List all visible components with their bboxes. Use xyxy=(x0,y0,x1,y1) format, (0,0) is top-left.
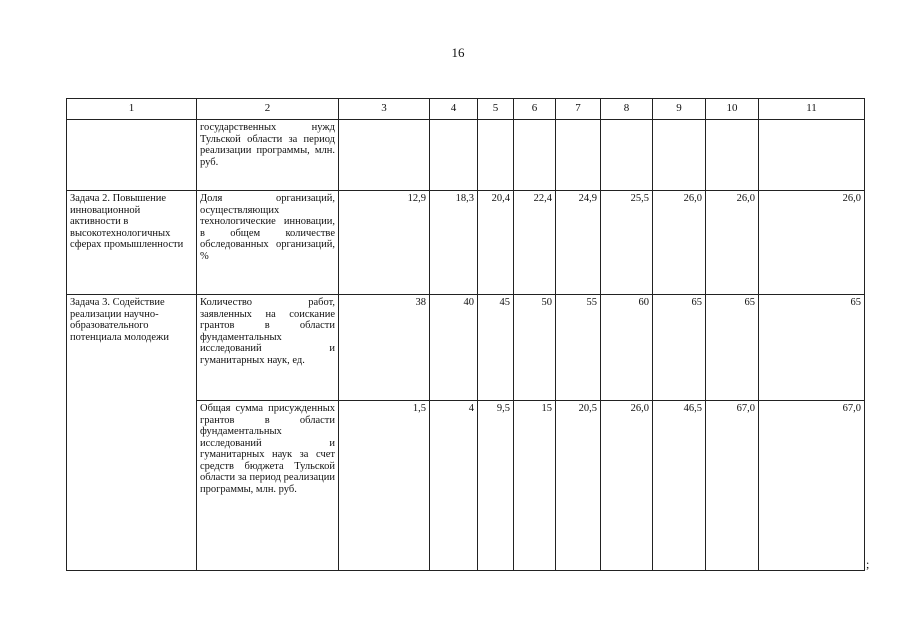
value-cell: 12,9 xyxy=(339,191,430,295)
value-cell: 45 xyxy=(478,295,514,401)
value-cell xyxy=(706,120,759,191)
value-cell: 1,5 xyxy=(339,401,430,571)
table-row xyxy=(67,120,865,191)
indicator-cell: Общая сумма присужденных грантов в области фундаментальных исследований и гуманитарных наук за счет средств бюджета Тульской области за период реализации программы, млн. руб. xyxy=(197,401,339,571)
value-cell: 38 xyxy=(339,295,430,401)
column-header: 6 xyxy=(514,99,556,120)
indicator-cell: Доля организаций, осуществляющих технологические инновации, в общем количестве обследованных организаций, % xyxy=(197,191,339,295)
value-cell: 9,5 xyxy=(478,401,514,571)
value-cell: 55 xyxy=(556,295,601,401)
indicator-cell: Количество работ, заявленных на соискание грантов в области фундаментальных исследований и гуманитарных наук, ед. xyxy=(197,295,339,401)
value-cell xyxy=(759,120,865,191)
value-cell: 15 xyxy=(514,401,556,571)
value-cell: 67,0 xyxy=(759,401,865,571)
value-cell xyxy=(430,120,478,191)
column-header: 10 xyxy=(706,99,759,120)
value-cell xyxy=(478,120,514,191)
value-cell: 50 xyxy=(514,295,556,401)
value-cell: 26,0 xyxy=(653,191,706,295)
value-cell: 65 xyxy=(706,295,759,401)
value-cell: 40 xyxy=(430,295,478,401)
column-header: 3 xyxy=(339,99,430,120)
value-cell xyxy=(556,120,601,191)
column-header: 4 xyxy=(430,99,478,120)
value-cell: 20,4 xyxy=(478,191,514,295)
trailing-semicolon: ; xyxy=(866,557,870,571)
value-cell: 22,4 xyxy=(514,191,556,295)
column-header: 9 xyxy=(653,99,706,120)
value-cell xyxy=(339,120,430,191)
value-cell: 20,5 xyxy=(556,401,601,571)
value-cell: 26,0 xyxy=(759,191,865,295)
column-header: 8 xyxy=(601,99,653,120)
page-number: 16 xyxy=(451,45,465,60)
task-cell xyxy=(67,120,197,191)
column-header: 7 xyxy=(556,99,601,120)
value-cell: 18,3 xyxy=(430,191,478,295)
column-header: 1 xyxy=(67,99,197,120)
table-row xyxy=(67,295,865,401)
task-cell: Задача 3. Содействие реализации научно-образовательного потенциала молодежи xyxy=(67,295,197,571)
value-cell: 46,5 xyxy=(653,401,706,571)
indicator-table xyxy=(66,98,865,571)
value-cell: 65 xyxy=(653,295,706,401)
value-cell: 24,9 xyxy=(556,191,601,295)
value-cell: 26,0 xyxy=(601,401,653,571)
task-cell: Задача 2. Повышение инновационной активности в высокотехнологичных сферах промышленности xyxy=(67,191,197,295)
value-cell xyxy=(653,120,706,191)
value-cell: 65 xyxy=(759,295,865,401)
value-cell xyxy=(601,120,653,191)
column-header: 11 xyxy=(759,99,865,120)
column-header: 2 xyxy=(197,99,339,120)
value-cell: 67,0 xyxy=(706,401,759,571)
indicator-cell: государственных нужд Тульской области за период реализации программы, млн. руб. xyxy=(197,120,339,191)
value-cell: 25,5 xyxy=(601,191,653,295)
value-cell: 60 xyxy=(601,295,653,401)
value-cell xyxy=(514,120,556,191)
column-header: 5 xyxy=(478,99,514,120)
value-cell: 26,0 xyxy=(706,191,759,295)
value-cell: 4 xyxy=(430,401,478,571)
table-row xyxy=(67,191,865,295)
table-header-row xyxy=(67,99,865,120)
